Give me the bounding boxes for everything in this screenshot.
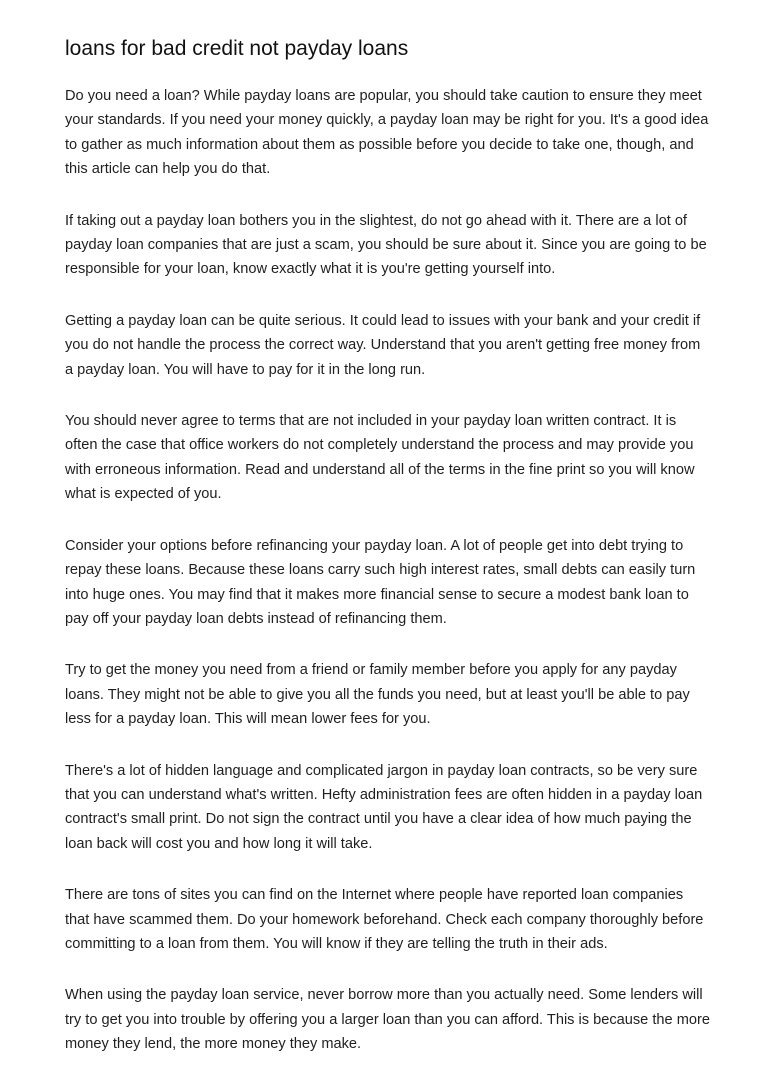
- paragraph: If taking out a payday loan bothers you in the slightest, do not go ahead with it. There are a lot of payday loan companies that are just a scam, you should be sure about it. Since you are going to be responsible for your loan, know exactly what it is you're getting yourself into.: [65, 212, 707, 278]
- document-page: [65, 36, 710, 1084]
- paragraph: You should never agree to terms that are not included in your payday loan written contract. It is often the case that office workers do not completely understand the process and may provide you with erroneous information. Read and understand all of the terms in the fine print so you will know what is expected of you.: [65, 413, 695, 503]
- paragraph: Do you need a loan? While payday loans are popular, you should take caution to ensure they meet your standards. If you need your money quickly, a payday loan may be right for you. It's a good idea to gather as much information about them as possible before you decide to take one, though, and this article can help you do that.: [65, 88, 709, 178]
- paragraph: There's a lot of hidden language and complicated jargon in payday loan contracts, so be very sure that you can understand what's written. Hefty administration fees are often hidden in a payday loan contract's small print. Do not sign the contract until you have a clear idea of how much paying the loan back will cost you and how long it will take.: [65, 762, 703, 852]
- paragraph: Getting a payday loan can be quite serious. It could lead to issues with your bank and your credit if you do not handle the process the correct way. Understand that you aren't getting free money from a payday loan. You will have to pay for it in the long run.: [65, 312, 701, 378]
- paragraph: There are tons of sites you can find on the Internet where people have reported loan companies that have scammed them. Do your homework beforehand. Check each company thoroughly before committing to a loan from them. You will know if they are telling the truth in their ads.: [65, 887, 704, 952]
- paragraph: Consider your options before refinancing your payday loan. A lot of people get into debt trying to repay these loans. Because these loans carry such high interest rates, small debts can easily turn into huge ones. You may find that it makes more financial sense to secure a modest bank loan to pay off your payday loan debts instead of refinancing them.: [65, 537, 696, 627]
- paragraph: When using the payday loan service, never borrow more than you actually need. Some lenders will try to get you into trouble by offering you a larger loan than you can afford. This is because the more money they lend, the more money they make.: [65, 987, 710, 1053]
- document-title: loans for bad credit not payday loans: [65, 37, 409, 60]
- paragraph: Try to get the money you need from a friend or family member before you apply for any payday loans. They might not be able to give you all the funds you need, but at least you'll be able to pay less for a payday loan. This will mean lower fees for you.: [65, 662, 690, 728]
